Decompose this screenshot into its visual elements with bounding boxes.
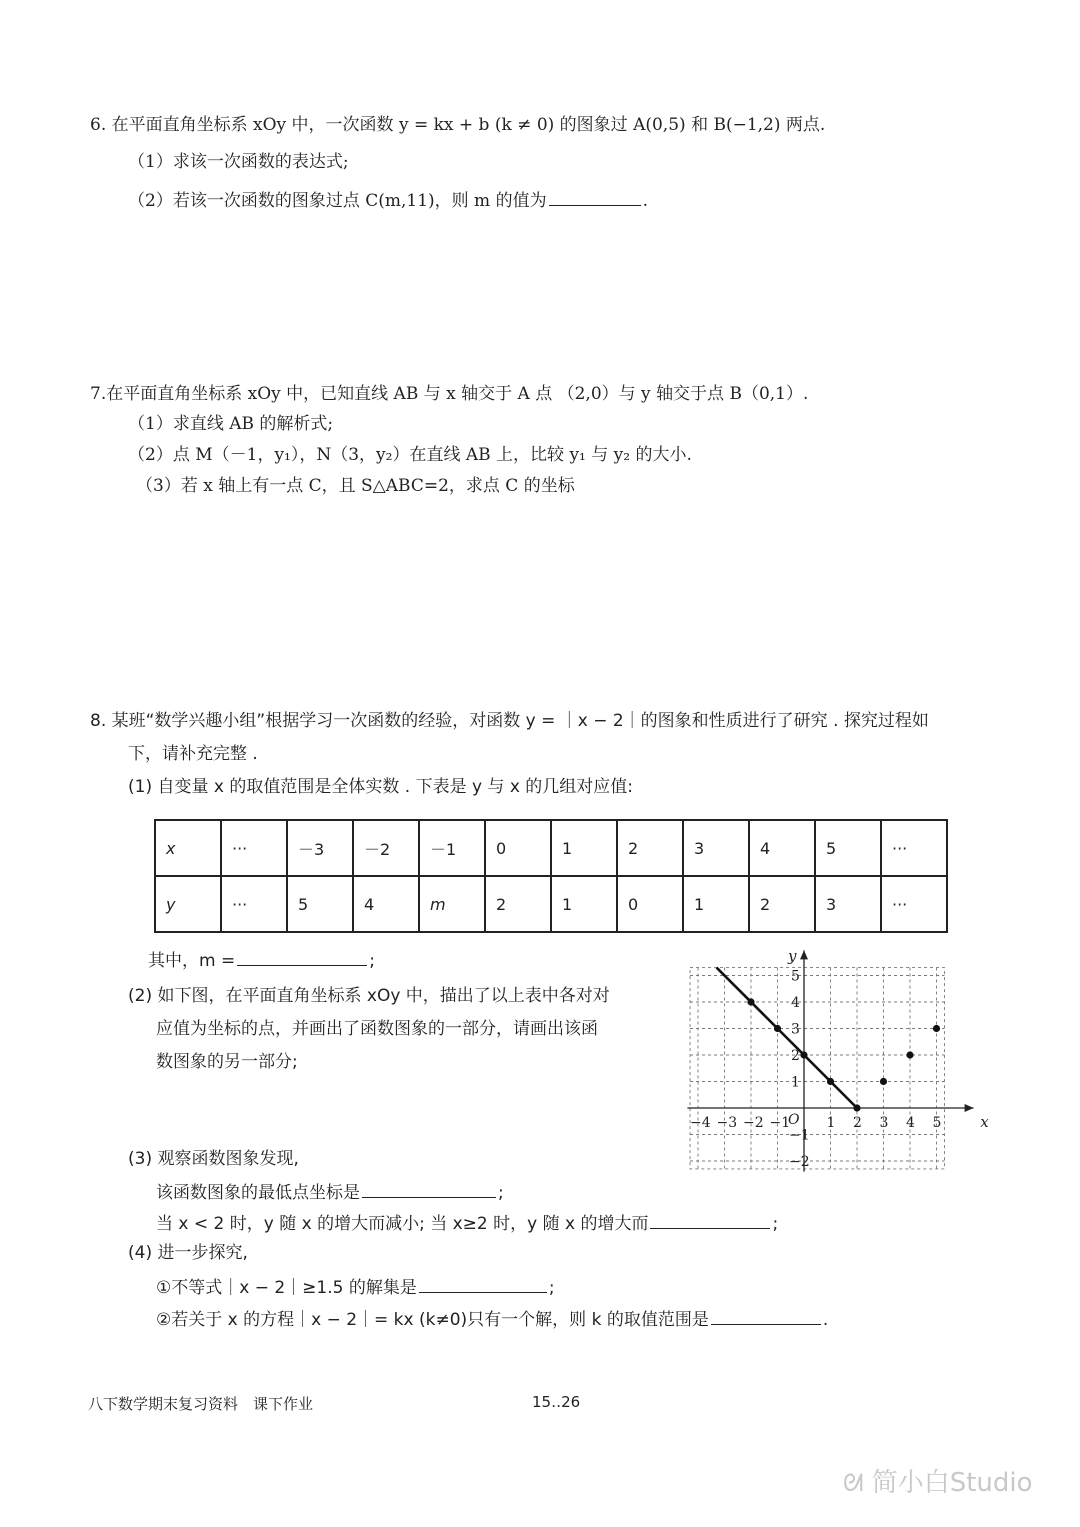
q8-equation-end: . — [822, 1310, 829, 1330]
footer-course-label: 八下数学期末复习资料 课下作业 — [88, 1395, 314, 1413]
table-cell: 2 — [749, 876, 815, 932]
table-row-y — [155, 876, 947, 932]
y-tick-label: 2 — [791, 1048, 800, 1064]
x-tick-label: −2 — [743, 1115, 764, 1131]
q8-m-line — [148, 947, 375, 973]
y-tick-label: −2 — [789, 1154, 810, 1170]
table-cell: －2 — [353, 820, 419, 876]
table-cell: 3 — [683, 820, 749, 876]
y-axis-arrow — [800, 950, 808, 959]
table-cell: 2 — [485, 876, 551, 932]
data-point — [747, 998, 754, 1005]
table-cell: ··· — [221, 876, 287, 932]
q7-stem: 7.在平面直角坐标系 xOy 中，已知直线 AB 与 x 轴交于 A 点 （2,0）与 y 轴交于点 B（0,1）. — [90, 384, 809, 404]
q8-stem-line2: 下，请补充完整 . — [128, 744, 258, 764]
y-tick-label: 1 — [791, 1074, 800, 1091]
x-tick-label: −4 — [690, 1115, 711, 1131]
q8-part2-line1: (2) 如下图，在平面直角坐标系 xOy 中，描出了以上表中各对对 — [128, 986, 610, 1006]
q8-m-label: 其中，m = — [148, 951, 236, 971]
watermark — [843, 1462, 1033, 1499]
table-cell: ··· — [881, 876, 947, 932]
table-cell: 5 — [815, 820, 881, 876]
data-point — [800, 1051, 807, 1058]
table-cell: 5 — [287, 876, 353, 932]
function-graph — [680, 945, 1000, 1180]
table-cell: 1 — [683, 876, 749, 932]
data-point — [853, 1104, 860, 1111]
x-tick-label: 5 — [932, 1115, 942, 1131]
data-point — [880, 1078, 887, 1085]
table-cell: 0 — [617, 876, 683, 932]
y-tick-label: 3 — [791, 1021, 800, 1038]
q7-part2: （2）点 M（－1，y₁），N（3，y₂）在直线 AB 上，比较 y₁ 与 y₂ 的大小. — [128, 445, 692, 465]
x-tick-label: −1 — [769, 1115, 791, 1131]
table-row-x — [155, 820, 947, 876]
q6-part2-text: （2）若该一次函数的图象过点 C(m,11)，则 m 的值为 — [128, 191, 547, 211]
q8-part3-monotone-end: ; — [772, 1214, 779, 1234]
q8-part3-line2 — [156, 1179, 504, 1205]
page-number: 15‥26 — [532, 1393, 581, 1411]
q8-part2-line3: 数图象的另一部分; — [156, 1052, 298, 1072]
table-cell: －3 — [287, 820, 353, 876]
q6-part2-end: . — [642, 191, 648, 211]
q8-part4-line1: (4) 进一步探究, — [128, 1243, 248, 1263]
q8-part4-line2 — [156, 1274, 555, 1300]
q8-part3-end: ; — [498, 1183, 504, 1203]
x-tick-label: 2 — [853, 1115, 862, 1131]
y-tick-label: 5 — [791, 968, 800, 985]
q8-stem-line1: 8. 某班“数学兴趣小组”根据学习一次函数的经验，对函数 y = ｜x − 2｜的图象和性质进行了研究 . 探究过程如 — [90, 711, 929, 731]
x-tick-label: 4 — [906, 1115, 915, 1131]
data-point — [774, 1025, 781, 1032]
q8-part3-line1: (3) 观察函数图象发现, — [128, 1149, 299, 1169]
q8-increase-blank[interactable] — [650, 1210, 770, 1229]
q8-m-end: ; — [369, 951, 375, 971]
q8-part3-text: 该函数图象的最低点坐标是 — [156, 1183, 360, 1203]
q8-part3-line3 — [156, 1210, 778, 1236]
table-cell: 1 — [551, 876, 617, 932]
table-cell: x — [155, 820, 221, 876]
q6-part1: （1）求该一次函数的表达式; — [128, 152, 349, 172]
origin-label: O — [788, 1112, 800, 1128]
q8-part2-line2: 应值为坐标的点，并画出了函数图象的一部分，请画出该函 — [156, 1019, 598, 1039]
table-cell: ··· — [221, 820, 287, 876]
data-point — [827, 1078, 834, 1085]
q7-part3: （3）若 x 轴上有一点 C，且 S△ABC=2，求点 C 的坐标 — [136, 476, 575, 496]
table-cell: 4 — [749, 820, 815, 876]
value-table — [154, 819, 948, 933]
q8-m-blank[interactable] — [237, 947, 367, 966]
q8-lowest-point-blank[interactable] — [362, 1179, 496, 1198]
table-cell: ··· — [881, 820, 947, 876]
q6-part2 — [128, 187, 648, 213]
data-point — [906, 1051, 913, 1058]
graph-line-segment — [717, 968, 857, 1108]
x-tick-label: 1 — [826, 1115, 836, 1131]
x-tick-label: 3 — [879, 1115, 889, 1131]
q8-part4-line3 — [156, 1306, 828, 1332]
q8-inequality-text: ①不等式｜x − 2｜≥1.5 的解集是 — [156, 1278, 417, 1298]
q8-inequality-blank[interactable] — [419, 1274, 547, 1293]
table-cell: 3 — [815, 876, 881, 932]
table-cell: y — [155, 876, 221, 932]
data-point — [933, 1025, 940, 1032]
q6-stem: 6. 在平面直角坐标系 xOy 中，一次函数 y = kx + b (k ≠ 0) 的图象过 A(0,5) 和 B(−1,2) 两点. — [90, 115, 826, 135]
table-cell: 4 — [353, 876, 419, 932]
q8-inequality-end: ; — [548, 1278, 555, 1298]
table-cell: m — [419, 876, 485, 932]
q6-answer-blank[interactable] — [549, 187, 641, 206]
table-cell: －1 — [419, 820, 485, 876]
wechat-icon: ᘛ — [843, 1469, 864, 1497]
watermark-text: 简小白Studio — [871, 1468, 1033, 1498]
q8-k-range-blank[interactable] — [711, 1306, 821, 1325]
y-tick-label: 4 — [791, 995, 800, 1011]
y-axis-label: y — [788, 946, 797, 965]
x-axis-arrow — [965, 1104, 974, 1112]
q8-part1: (1) 自变量 x 的取值范围是全体实数 . 下表是 y 与 x 的几组对应值: — [128, 777, 634, 797]
table-cell: 0 — [485, 820, 551, 876]
y-tick-label: −1 — [789, 1127, 810, 1144]
q8-equation-text: ②若关于 x 的方程｜x − 2｜= kx (k≠0)只有一个解，则 k 的取值范围是 — [156, 1310, 709, 1330]
x-axis-label: x — [980, 1113, 989, 1131]
q7-part1: （1）求直线 AB 的解析式; — [128, 414, 334, 434]
q8-part3-monotone-text: 当 x < 2 时，y 随 x 的增大而减小; 当 x≥2 时，y 随 x 的增大而 — [156, 1214, 649, 1234]
table-cell: 2 — [617, 820, 683, 876]
table-cell: 1 — [551, 820, 617, 876]
x-tick-label: −3 — [716, 1115, 738, 1131]
